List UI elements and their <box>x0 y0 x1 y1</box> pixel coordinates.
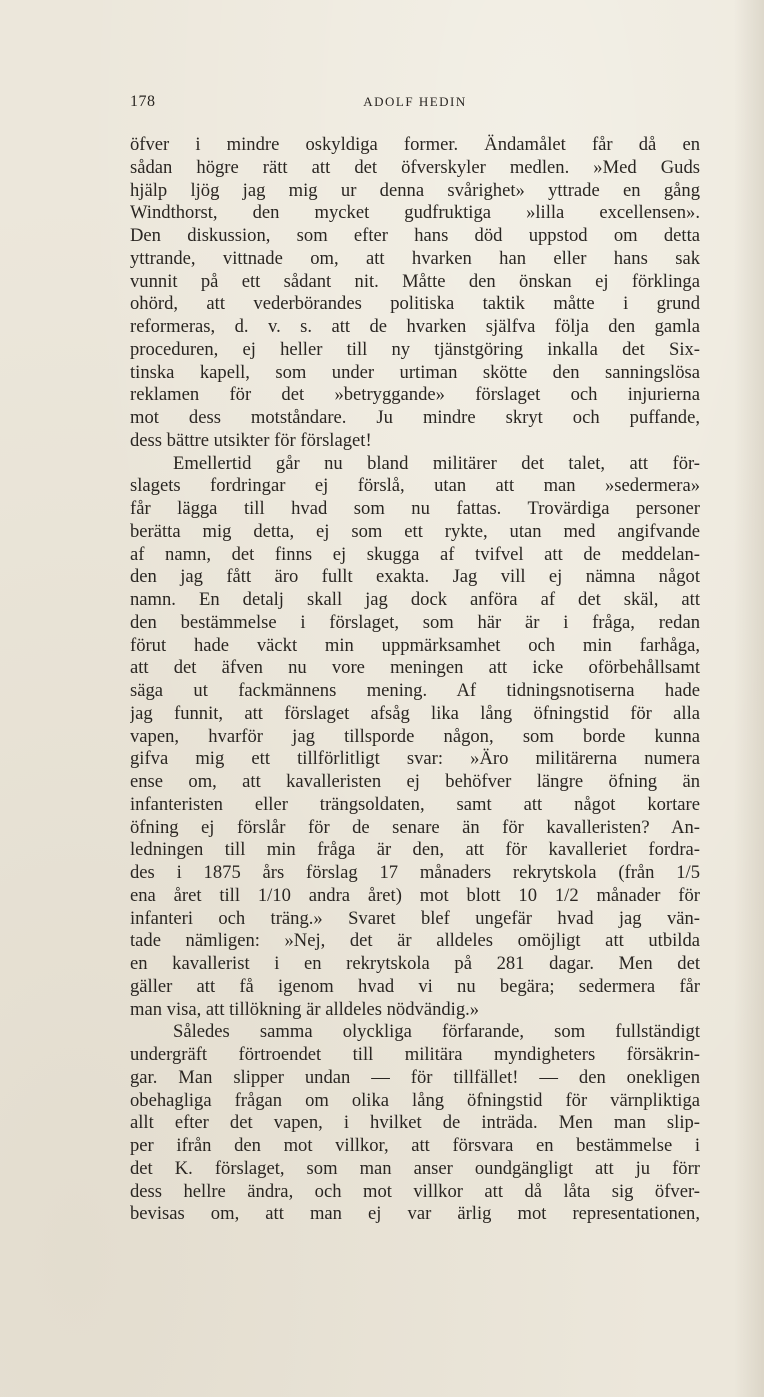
text-line: en kavallerist i en rekrytskola på 281 dagar. Men det <box>130 953 700 974</box>
text-line: får lägga till hvad som nu fattas. Trovärdiga personer <box>130 498 700 519</box>
text-line: öfver i mindre oskyldiga former. Ändamålet får då en <box>130 134 700 155</box>
text-line: ena året till 1/10 andra året) mot blott 10 1/2 månader för <box>130 884 700 906</box>
text-line: yttrande, vittnade om, att hvarken han eller hans sak <box>130 247 700 269</box>
text-line: ense om, att kavalleristen ej behöfver längre öfning än <box>130 771 700 792</box>
running-head <box>130 93 700 117</box>
body-text <box>130 134 700 1226</box>
text-line: det K. förslaget, som man anser oundgängligt att ju förr <box>130 1157 700 1179</box>
text-line: mot dess motståndare. Ju mindre skryt och puffande, <box>130 407 700 428</box>
text-line: Emellertid går nu bland militärer det talet, att för- <box>173 452 700 474</box>
text-line: ledningen till min fråga är den, att för kavalleriet fordra- <box>130 839 700 861</box>
text-line: sådan högre rätt att det öfverskyler medlen. »Med Guds <box>130 156 700 178</box>
text-line: man visa, att tillökning är alldeles nödvändig.» <box>130 998 480 1020</box>
text-line: obehagliga frågan om olika lång öfningstid för värnpliktiga <box>130 1089 700 1111</box>
text-line: hjälp ljög jag mig ur denna svårighet» yttrade en gång <box>130 179 700 201</box>
text-line: undergräft förtroendet till militära myndigheters försäkrin- <box>130 1044 700 1065</box>
text-line: dess hellre ändra, och mot villkor att då låta sig öfver- <box>130 1180 700 1202</box>
text-line: allt efter det vapen, i hvilket de inträda. Men man slip- <box>130 1112 700 1134</box>
text-line: proceduren, ej heller till ny tjänstgöring inkalla det Six- <box>130 338 700 360</box>
text-line: den bestämmelse i förslaget, som här är i fråga, redan <box>130 611 700 633</box>
text-line: slagets fordringar ej förslå, utan att man »sedermera» <box>130 475 700 497</box>
text-line: bevisas om, att man ej var ärlig mot representationen, <box>130 1203 700 1225</box>
text-line: öfning ej förslår för de senare än för kavalleristen? An- <box>130 816 700 838</box>
page-edge-shadow <box>734 0 764 1397</box>
page-number: 178 <box>130 93 156 110</box>
text-line: Den diskussion, som efter hans död uppstod om detta <box>130 225 700 246</box>
text-line: gifva mig ett tillförlitligt svar: »Äro militärerna numera <box>130 748 700 770</box>
text-line: vunnit på ett sådant nit. Måtte den önskan ej förklinga <box>130 270 700 292</box>
text-line: berätta mig detta, ej som ett rykte, utan med angifvande <box>130 520 700 542</box>
text-line: af namn, det finns ej skugga af tvifvel att de meddelan- <box>130 543 700 565</box>
text-line: jag funnit, att förslaget afsåg lika lång öfningstid för alla <box>130 702 700 724</box>
text-line: gar. Man slipper undan — för tillfället! — den onekligen <box>130 1066 700 1088</box>
text-line: den jag fått äro fullt exakta. Jag vill ej nämna något <box>130 566 700 588</box>
text-line: per ifrån den mot villkor, att försvara en bestämmelse i <box>130 1135 700 1156</box>
text-line: tinska kapell, som under urtiman skötte den sanningslösa <box>130 361 700 383</box>
text-line: Således samma olyckliga förfarande, som fullständigt <box>173 1021 700 1043</box>
text-line: reformeras, d. v. s. att de hvarken själfva följa den gamla <box>130 316 700 337</box>
text-line: reklamen för det »betryggande» förslaget och injurierna <box>130 384 700 406</box>
text-line: des i 1875 års förslag 17 månaders rekrytskola (från 1/5 <box>130 862 700 883</box>
text-line: infanteristen eller trängsoldaten, samt att något kortare <box>130 793 700 815</box>
running-head-title: ADOLF HEDIN <box>363 94 467 109</box>
text-line: infanteri och träng.» Svaret blef ungefär hvad jag vän- <box>130 907 700 929</box>
text-line: ohörd, att vederbörandes politiska taktik måtte i grund <box>130 293 700 315</box>
text-line: Windthorst, den mycket gudfruktiga »lilla excellensen». <box>130 202 700 224</box>
text-line: att det äfven nu vore meningen att icke oförbehållsamt <box>130 657 700 679</box>
text-line: säga ut fackmännens mening. Af tidningsnotiserna hade <box>130 680 700 701</box>
text-line: tade nämligen: »Nej, det är alldeles omöjligt att utbilda <box>130 930 700 952</box>
text-line: gäller att få igenom hvad vi nu begära; sedermera får <box>130 975 700 997</box>
text-line: förut hade väckt min uppmärksamhet och min farhåga, <box>130 634 700 656</box>
text-line: vapen, hvarför jag tillsporde någon, som borde kunna <box>130 725 700 747</box>
text-line: dess bättre utsikter för förslaget! <box>130 429 372 451</box>
text-line: namn. En detalj skall jag dock anföra af det skäl, att <box>130 589 700 610</box>
